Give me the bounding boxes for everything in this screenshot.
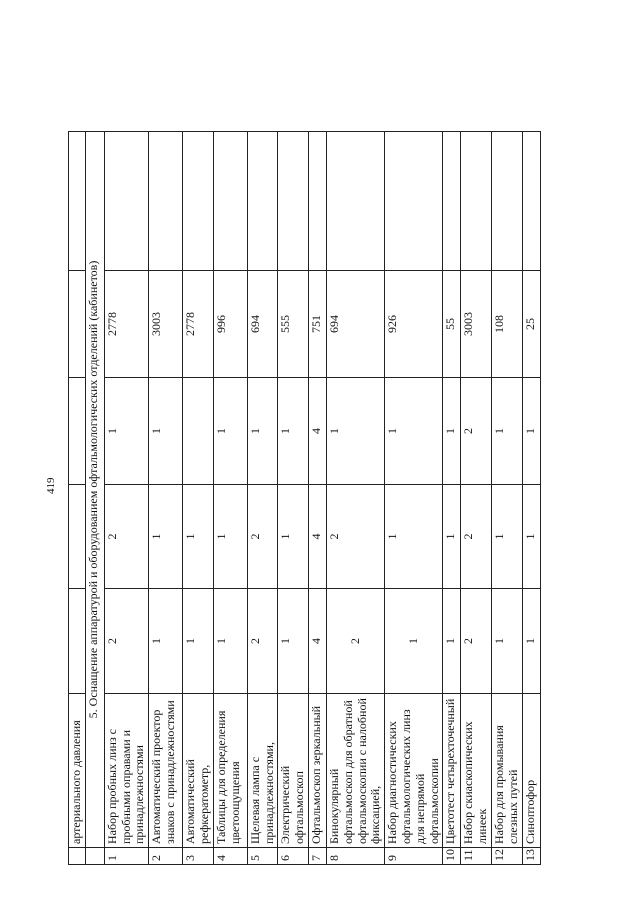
- empty-cell: [326, 132, 384, 271]
- item-name: Набор диагностических офтальмологических линз для непрямой офтальмоскопии: [385, 694, 443, 848]
- cont-text-cell: артериального давления: [69, 694, 86, 848]
- row-number: 12: [491, 848, 522, 865]
- row-number: 3: [183, 848, 214, 865]
- empty-cell: [308, 132, 326, 271]
- item-name: Цветотест четырехточечный: [443, 694, 461, 848]
- table-row: [104, 132, 148, 865]
- value-col2: 1: [522, 485, 540, 589]
- value-col4: 751: [308, 271, 326, 378]
- value-col3: 1: [213, 378, 247, 485]
- section-heading: 5. Оснащение аппаратурой и оборудованием офтальмологических отделений (кабинетов): [85, 132, 104, 848]
- item-name: Бинокулярный офтальмоскоп для обратной офтальмоскопии с налобной фиксацией,: [326, 694, 384, 848]
- page-number: 419: [45, 477, 57, 494]
- value-col2: 1: [385, 485, 443, 589]
- empty-cell: [443, 132, 461, 271]
- table-row: [183, 132, 214, 865]
- value-col4: 55: [443, 271, 461, 378]
- value-col4: 694: [326, 271, 384, 378]
- value-col3: [183, 378, 214, 485]
- empty-cell: [491, 132, 522, 271]
- item-name: Электрический офтальмоскоп: [278, 694, 309, 848]
- value-col3: 1: [491, 378, 522, 485]
- value-col4: 555: [278, 271, 309, 378]
- equipment-table: [68, 131, 541, 865]
- empty-cell: [278, 132, 309, 271]
- value-col2: 1: [213, 485, 247, 589]
- table-row: [278, 132, 309, 865]
- value-col1: 1: [385, 589, 443, 694]
- table-row: [213, 132, 247, 865]
- row-number: 4: [213, 848, 247, 865]
- item-name: Набор пробных линз с пробными оправами и принадлежностями: [104, 694, 148, 848]
- row-number: 9: [385, 848, 443, 865]
- value-col1: 4: [308, 589, 326, 694]
- table-row: [308, 132, 326, 865]
- value-col4: 2778: [183, 271, 214, 378]
- table-row: [491, 132, 522, 865]
- table-row: [149, 132, 183, 865]
- value-col1: 2: [461, 589, 492, 694]
- value-col1: 1: [183, 589, 214, 694]
- table-row: [443, 132, 461, 865]
- empty-cell: [213, 132, 247, 271]
- value-col3: 1: [326, 378, 384, 485]
- value-col1: 1: [443, 589, 461, 694]
- item-name: Набор скиаскопических линеек: [461, 694, 492, 848]
- value-col4: 694: [247, 271, 278, 378]
- value-col3: 1: [385, 378, 443, 485]
- value-col3: 2: [461, 378, 492, 485]
- table-row: [461, 132, 492, 865]
- row-number: 8: [326, 848, 384, 865]
- value-col3: 1: [247, 378, 278, 485]
- empty-cell: [149, 132, 183, 271]
- empty-cell: [461, 132, 492, 271]
- value-col1: 2: [104, 589, 148, 694]
- continuation-row: [69, 132, 86, 865]
- value-col1: 2: [326, 589, 384, 694]
- row-number: 13: [522, 848, 540, 865]
- empty-cell: [385, 132, 443, 271]
- value-col4: 25: [522, 271, 540, 378]
- value-col3: 1: [149, 378, 183, 485]
- empty-cell: [183, 132, 214, 271]
- cont-num-cell: [69, 848, 86, 865]
- value-col4: 3003: [461, 271, 492, 378]
- value-col1: 2: [247, 589, 278, 694]
- item-name: Таблицы для определения цветоощущения: [213, 694, 247, 848]
- value-col1: 1: [213, 589, 247, 694]
- empty-cell: [247, 132, 278, 271]
- value-col4: 2778: [104, 271, 148, 378]
- value-col4: 3003: [149, 271, 183, 378]
- value-col2: 1: [278, 485, 309, 589]
- empty-cell: [522, 132, 540, 271]
- empty-cell: [104, 132, 148, 271]
- value-col2: 1: [183, 485, 214, 589]
- value-col1: 1: [149, 589, 183, 694]
- value-col2: 2: [461, 485, 492, 589]
- value-col4: 996: [213, 271, 247, 378]
- value-col1: 1: [278, 589, 309, 694]
- value-col1: 1: [522, 589, 540, 694]
- item-name: Автоматический рефкератометр,: [183, 694, 214, 848]
- value-col3: 1: [278, 378, 309, 485]
- section-heading-row: [85, 132, 104, 865]
- item-name: Офтальмоскоп зеркальный: [308, 694, 326, 848]
- value-col3: 1: [443, 378, 461, 485]
- table-row: [326, 132, 384, 865]
- value-col3: 1: [104, 378, 148, 485]
- value-col2: 2: [326, 485, 384, 589]
- value-col2: 2: [247, 485, 278, 589]
- row-number: 6: [278, 848, 309, 865]
- value-col2: 1: [149, 485, 183, 589]
- item-name: Щелевая лампа с принадлежностями,: [247, 694, 278, 848]
- row-number: 11: [461, 848, 492, 865]
- row-number: 2: [149, 848, 183, 865]
- value-col2: 1: [491, 485, 522, 589]
- row-number: 5: [247, 848, 278, 865]
- value-col2: 2: [104, 485, 148, 589]
- row-number: 10: [443, 848, 461, 865]
- value-col3: 1: [522, 378, 540, 485]
- row-number: 1: [104, 848, 148, 865]
- value-col2: 1: [443, 485, 461, 589]
- value-col1: 1: [491, 589, 522, 694]
- value-col2: 4: [308, 485, 326, 589]
- row-number: 7: [308, 848, 326, 865]
- item-name: Набор для промывания слезных путей: [491, 694, 522, 848]
- item-name: Автоматический проектор знаков с принадлежностями: [149, 694, 183, 848]
- item-name: Синоптофор: [522, 694, 540, 848]
- value-col4: 108: [491, 271, 522, 378]
- value-col3: 4: [308, 378, 326, 485]
- table-row: [247, 132, 278, 865]
- table-row: [385, 132, 443, 865]
- table-row: [522, 132, 540, 865]
- equipment-table-container: [68, 132, 537, 865]
- value-col4: 926: [385, 271, 443, 378]
